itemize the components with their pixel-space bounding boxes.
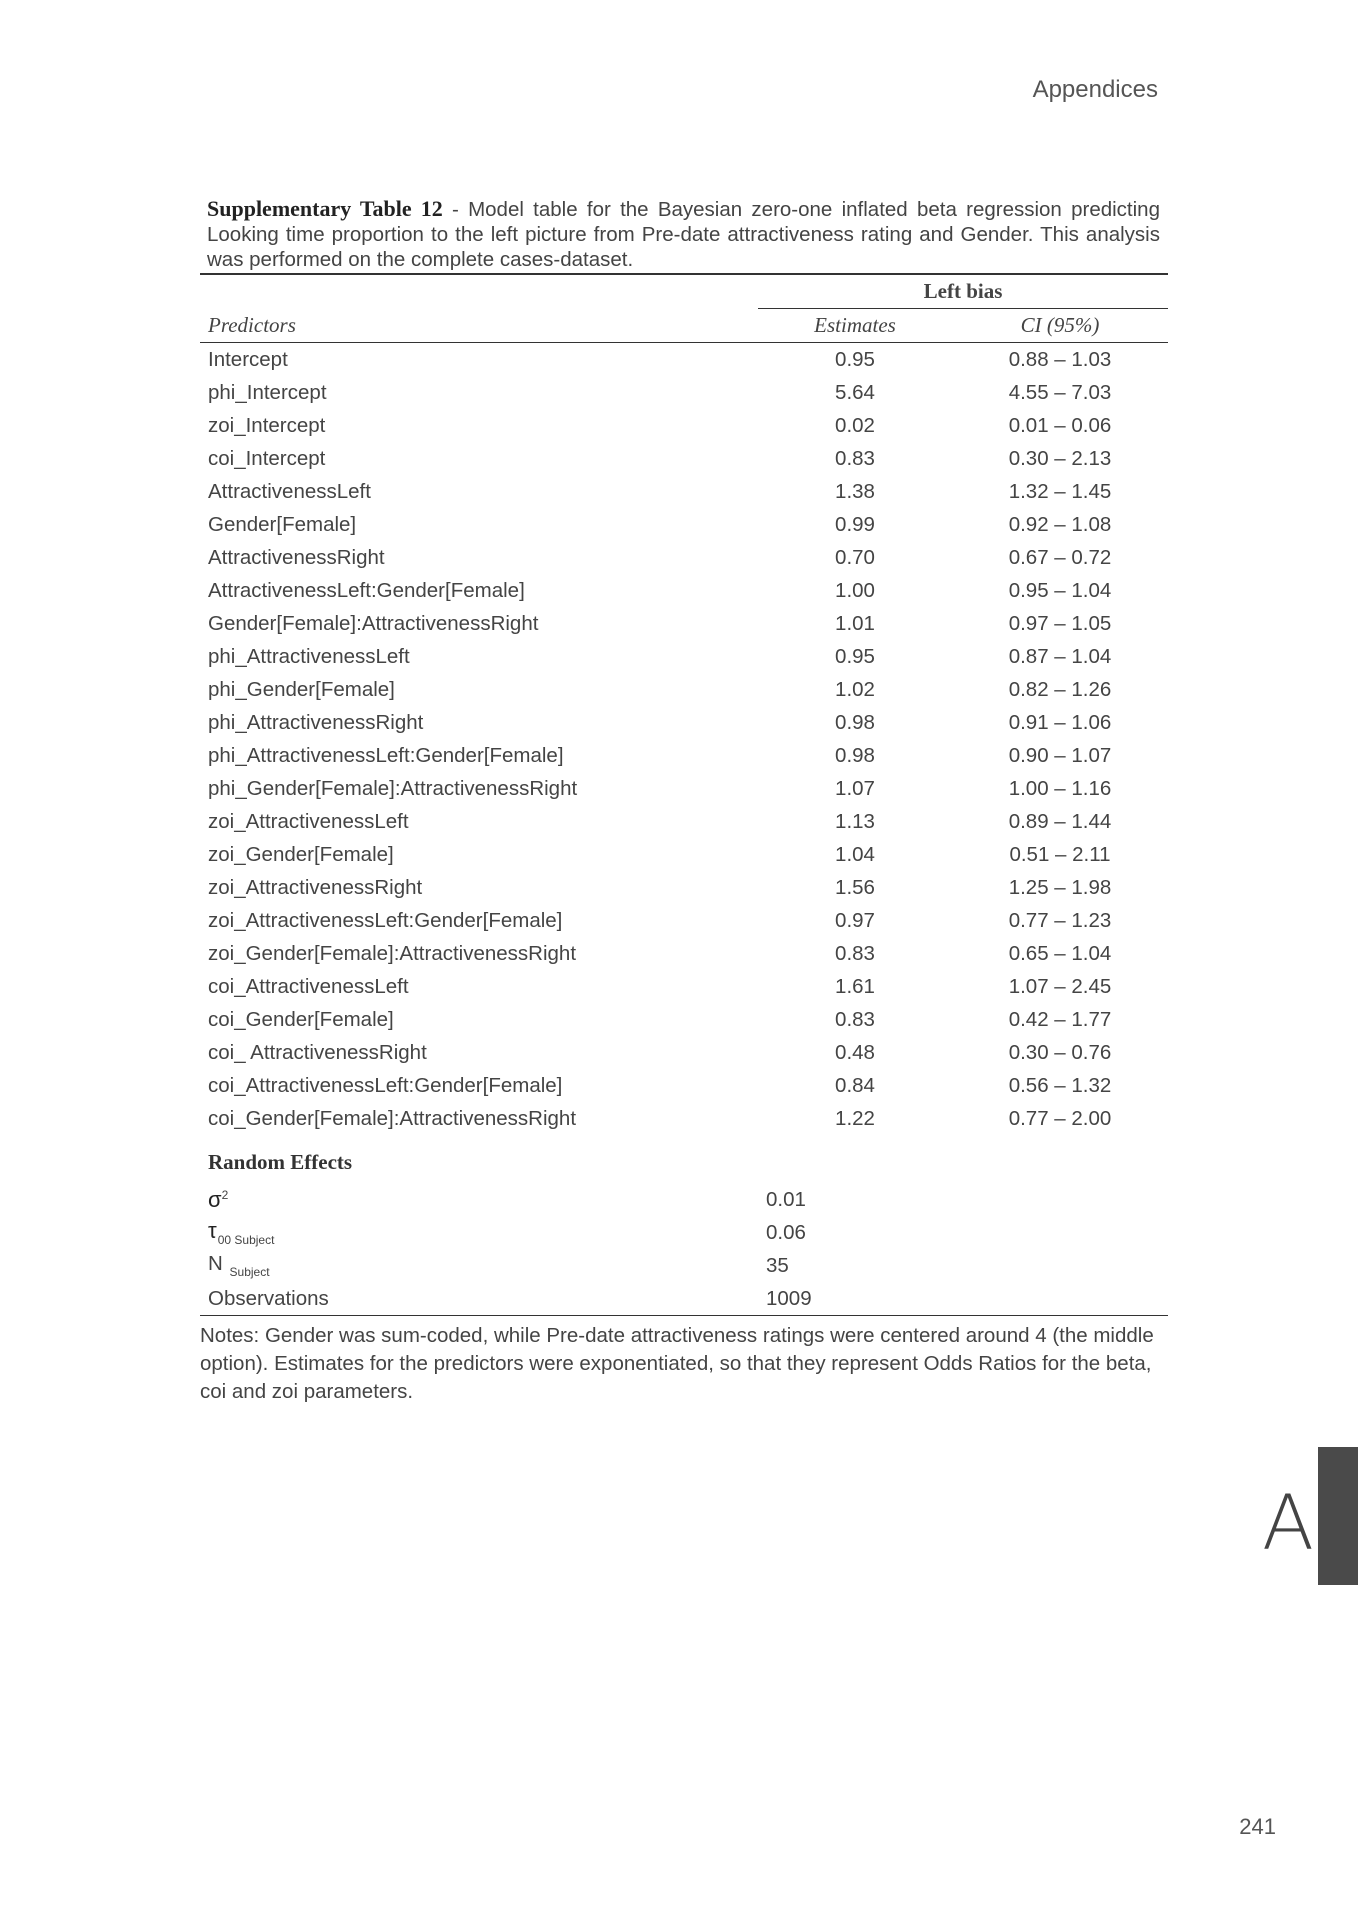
table-row xyxy=(200,970,1168,1003)
predictor-cell: Gender[Female] xyxy=(208,512,357,536)
estimate-cell: 0.95 xyxy=(835,347,875,371)
table-row xyxy=(200,442,1168,475)
estimate-cell: 5.64 xyxy=(835,380,875,404)
estimate-cell: 0.95 xyxy=(835,644,875,668)
predictor-cell: phi_Intercept xyxy=(208,380,327,404)
table-row xyxy=(200,673,1168,706)
ci-cell: 0.87 – 1.04 xyxy=(1008,644,1112,668)
ci-cell: 0.01 – 0.06 xyxy=(1008,413,1112,437)
caption-text: - Model table for the Bayesian zero-one inflated beta regression predicting Looking time proportion to the left picture from Pre-date attractiveness rating and Gender. This analysis was performed on the complete cases-dataset. xyxy=(207,198,1160,271)
column-header-ci: CI (95%) xyxy=(952,309,1168,343)
estimate-cell: 1.22 xyxy=(835,1106,875,1130)
predictor-cell: zoi_AttractivenessRight xyxy=(208,875,423,899)
estimate-cell: 0.97 xyxy=(835,908,875,932)
table-row xyxy=(200,739,1168,772)
table-row xyxy=(200,541,1168,574)
estimate-cell: 0.83 xyxy=(835,941,875,965)
predictor-cell: Intercept xyxy=(208,347,288,371)
tau-value: 0.06 xyxy=(766,1220,806,1244)
group-header-left-bias: Left bias xyxy=(758,274,1168,309)
table-row xyxy=(200,1102,1168,1135)
estimate-cell: 1.13 xyxy=(835,809,875,833)
random-effects-title-row xyxy=(200,1135,1168,1183)
estimate-cell: 0.83 xyxy=(835,446,875,470)
predictor-cell: coi_Gender[Female]:AttractivenessRight xyxy=(208,1106,577,1130)
estimate-cell: 0.98 xyxy=(835,743,875,767)
estimate-cell: 0.02 xyxy=(835,413,875,437)
predictor-cell: zoi_Gender[Female]:AttractivenessRight xyxy=(208,941,577,965)
table-notes: Notes: Gender was sum-coded, while Pre-date attractiveness ratings were centered around 4 (the middle option). Estimates for the predictors were exponentiated, so that they represent Odds Ratios for the beta, coi and zoi parameters. xyxy=(200,1324,1154,1403)
table-row xyxy=(200,706,1168,739)
table-row xyxy=(200,772,1168,805)
predictor-cell: AttractivenessLeft xyxy=(208,479,371,503)
section-tab-marker xyxy=(1318,1447,1358,1585)
predictor-cell: zoi_Gender[Female] xyxy=(208,842,394,866)
ci-cell: 0.77 – 1.23 xyxy=(1008,908,1112,932)
n-subject-value: 35 xyxy=(766,1253,789,1277)
table-row xyxy=(200,343,1168,377)
observations-value: 1009 xyxy=(758,1282,1168,1316)
ci-cell: 0.42 – 1.77 xyxy=(1008,1007,1112,1031)
table-row xyxy=(200,838,1168,871)
estimate-cell: 1.61 xyxy=(835,974,875,998)
ci-cell: 0.56 – 1.32 xyxy=(1008,1073,1112,1097)
estimate-cell: 0.84 xyxy=(835,1073,875,1097)
estimate-cell: 0.70 xyxy=(835,545,875,569)
predictor-cell: AttractivenessLeft:Gender[Female] xyxy=(208,578,525,602)
predictor-cell: coi_Gender[Female] xyxy=(208,1007,394,1031)
predictor-cell: coi_Intercept xyxy=(208,446,326,470)
table-body xyxy=(200,343,1168,1136)
ci-cell: 0.82 – 1.26 xyxy=(1008,677,1112,701)
estimate-cell: 0.83 xyxy=(835,1007,875,1031)
table-row xyxy=(200,904,1168,937)
table-caption xyxy=(207,196,1160,272)
estimate-cell: 0.98 xyxy=(835,710,875,734)
sigma-symbol: σ xyxy=(208,1186,222,1212)
table-row xyxy=(200,871,1168,904)
table-row xyxy=(200,376,1168,409)
model-table xyxy=(200,273,1168,1316)
random-effects-section xyxy=(200,1135,1168,1316)
estimate-cell: 1.56 xyxy=(835,875,875,899)
table-row xyxy=(200,640,1168,673)
ci-cell: 0.67 – 0.72 xyxy=(1008,545,1112,569)
predictor-cell: phi_AttractivenessLeft:Gender[Female] xyxy=(208,743,564,767)
ci-cell: 0.65 – 1.04 xyxy=(1008,941,1112,965)
predictor-cell: AttractivenessRight xyxy=(208,545,385,569)
table-column-header-row xyxy=(200,309,1168,343)
sigma-superscript: 2 xyxy=(221,1187,229,1202)
sigma-value: 0.01 xyxy=(766,1187,806,1211)
table-row xyxy=(200,805,1168,838)
tau-label xyxy=(200,1216,758,1249)
table-row xyxy=(200,1003,1168,1036)
ci-cell: 0.30 – 2.13 xyxy=(1008,446,1112,470)
estimate-cell: 1.38 xyxy=(835,479,875,503)
estimate-cell: 0.99 xyxy=(835,512,875,536)
ci-cell: 1.25 – 1.98 xyxy=(1008,875,1112,899)
predictor-cell: phi_AttractivenessLeft xyxy=(208,644,410,668)
ci-cell: 0.90 – 1.07 xyxy=(1008,743,1112,767)
predictor-cell: zoi_Intercept xyxy=(208,413,326,437)
predictor-cell: coi_AttractivenessLeft xyxy=(208,974,409,998)
estimate-cell: 1.04 xyxy=(835,842,875,866)
empty-header-cell xyxy=(200,274,758,309)
predictor-cell: phi_Gender[Female]:AttractivenessRight xyxy=(208,776,578,800)
ci-cell: 1.07 – 2.45 xyxy=(1008,974,1112,998)
estimate-cell: 1.01 xyxy=(835,611,875,635)
table-row xyxy=(200,508,1168,541)
running-head: Appendices xyxy=(1032,76,1158,103)
ci-cell: 0.30 – 0.76 xyxy=(1008,1040,1112,1064)
predictor-cell: phi_Gender[Female] xyxy=(208,677,395,701)
table-row xyxy=(200,1036,1168,1069)
table-row xyxy=(200,574,1168,607)
table-row xyxy=(200,409,1168,442)
estimate-cell: 1.00 xyxy=(835,578,875,602)
ci-cell: 0.89 – 1.44 xyxy=(1008,809,1112,833)
column-header-predictors: Predictors xyxy=(200,309,758,343)
ci-cell: 0.92 – 1.08 xyxy=(1008,512,1112,536)
table-row xyxy=(200,475,1168,508)
section-tab-letter: A xyxy=(1262,1478,1314,1567)
observations-label: Observations xyxy=(200,1282,758,1316)
ci-cell: 0.51 – 2.11 xyxy=(1009,842,1111,866)
ci-cell: 1.00 – 1.16 xyxy=(1008,776,1112,800)
page-number: 241 xyxy=(1239,1814,1276,1839)
tau-symbol: τ xyxy=(208,1218,217,1243)
n-subject-label xyxy=(200,1249,758,1282)
n-symbol: N xyxy=(208,1252,223,1275)
sigma-row xyxy=(200,1183,1168,1216)
estimate-cell: 0.48 xyxy=(835,1040,875,1064)
column-header-estimates: Estimates xyxy=(758,309,952,343)
table-group-header-row xyxy=(200,274,1168,309)
predictor-cell: zoi_AttractivenessLeft xyxy=(208,809,409,833)
tau-row xyxy=(200,1216,1168,1249)
ci-cell: 0.88 – 1.03 xyxy=(1008,347,1112,371)
estimate-cell: 1.02 xyxy=(835,677,875,701)
ci-cell: 4.55 – 7.03 xyxy=(1008,380,1112,404)
estimate-cell: 1.07 xyxy=(835,776,875,800)
table-row xyxy=(200,1069,1168,1102)
n-subscript: Subject xyxy=(229,1265,270,1279)
ci-cell: 0.91 – 1.06 xyxy=(1008,710,1112,734)
predictor-cell: coi_AttractivenessLeft:Gender[Female] xyxy=(208,1073,563,1097)
caption-label: Supplementary Table 12 xyxy=(207,196,443,221)
ci-cell: 0.97 – 1.05 xyxy=(1008,611,1112,635)
tau-subscript: 00 Subject xyxy=(217,1233,275,1247)
ci-cell: 1.32 – 1.45 xyxy=(1008,479,1112,503)
ci-cell: 0.95 – 1.04 xyxy=(1008,578,1112,602)
predictor-cell: phi_AttractivenessRight xyxy=(208,710,424,734)
n-subject-row xyxy=(200,1249,1168,1282)
table-row xyxy=(200,607,1168,640)
ci-cell: 0.77 – 2.00 xyxy=(1008,1106,1112,1130)
predictor-cell: Gender[Female]:AttractivenessRight xyxy=(208,611,539,635)
predictor-cell: coi_ AttractivenessRight xyxy=(208,1040,427,1064)
table-row xyxy=(200,937,1168,970)
predictor-cell: zoi_AttractivenessLeft:Gender[Female] xyxy=(208,908,563,932)
random-effects-title: Random Effects xyxy=(208,1149,353,1174)
observations-row xyxy=(200,1282,1168,1316)
sigma-label xyxy=(200,1183,758,1216)
